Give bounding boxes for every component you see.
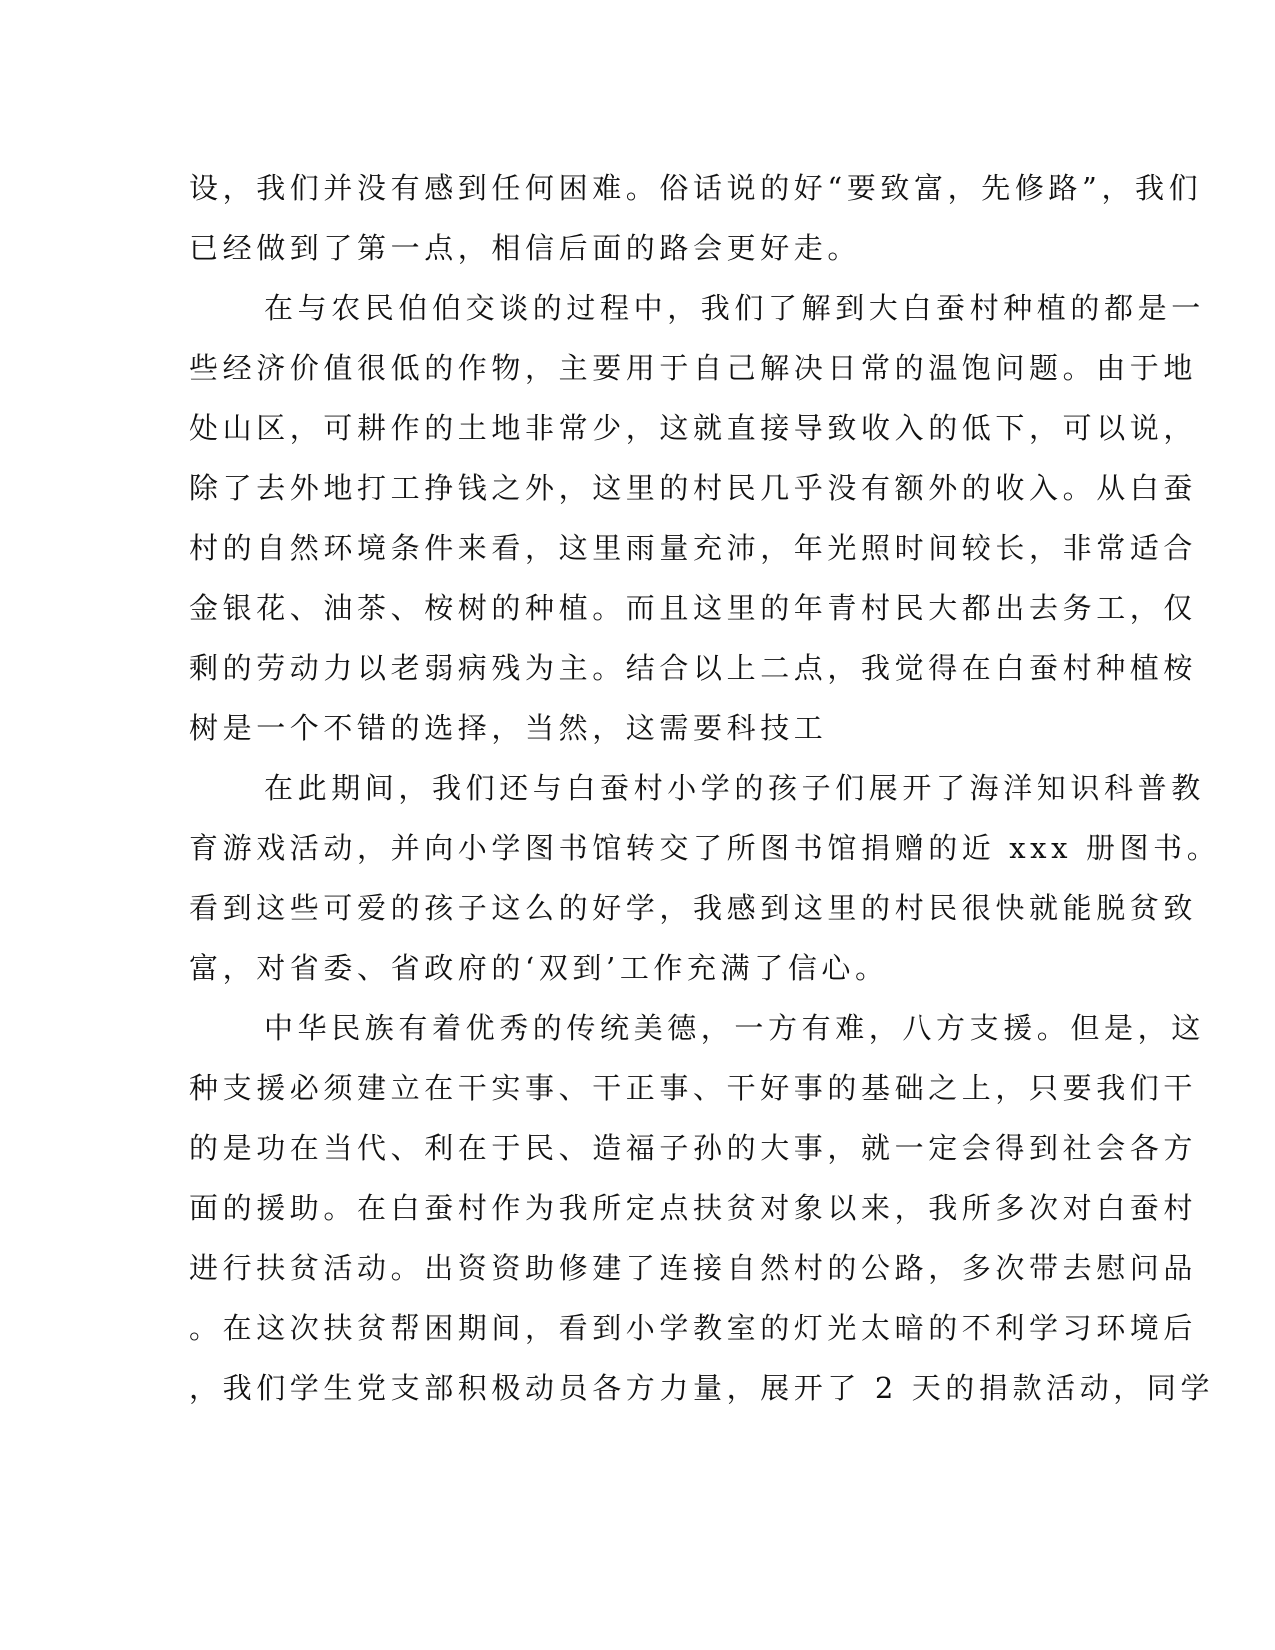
text-line: 看到这些可爱的孩子这么的好学，我感到这里的村民很快就能脱贫致 bbox=[189, 891, 1198, 925]
text-line: 除了去外地打工挣钱之外，这里的村民几乎没有额外的收入。从白蚕 bbox=[189, 471, 1198, 505]
text-line: 些经济价值很低的作物，主要用于自己解决日常的温饱问题。由于地 bbox=[189, 351, 1198, 385]
text-line: 面的援助。在白蚕村作为我所定点扶贫对象以来，我所多次对白蚕村 bbox=[189, 1191, 1198, 1225]
paragraph-first-line: 在此期间，我们还与白蚕村小学的孩子们展开了海洋知识科普教 bbox=[264, 771, 1205, 805]
text-line: 富，对省委、省政府的‘双到’工作充满了信心。 bbox=[189, 951, 889, 985]
text-line: 育游戏活动，并向小学图书馆转交了所图书馆捐赠的近 xxx 册图书。 bbox=[189, 831, 1221, 865]
text-line: 种支援必须建立在干实事、干正事、干好事的基础之上，只要我们干 bbox=[189, 1071, 1198, 1105]
text-line: 树是一个不错的选择，当然，这需要科技工 bbox=[189, 711, 828, 745]
paragraph-first-line: 中华民族有着优秀的传统美德，一方有难，八方支援。但是，这 bbox=[264, 1011, 1205, 1045]
paragraph-first-line: 在与农民伯伯交谈的过程中，我们了解到大白蚕村种植的都是一 bbox=[264, 291, 1205, 325]
text-line: 处山区，可耕作的土地非常少，这就直接导致收入的低下，可以说， bbox=[189, 411, 1198, 445]
text-line: 剩的劳动力以老弱病残为主。结合以上二点，我觉得在白蚕村种植桉 bbox=[189, 651, 1198, 685]
text-line: ，我们学生党支部积极动员各方力量，展开了 2 天的捐款活动，同学 bbox=[189, 1371, 1215, 1405]
document-body bbox=[189, 158, 1221, 1418]
text-line: 村的自然环境条件来看，这里雨量充沛，年光照时间较长，非常适合 bbox=[189, 531, 1198, 565]
text-line: 已经做到了第一点，相信后面的路会更好走。 bbox=[189, 231, 862, 265]
text-line: 。在这次扶贫帮困期间，看到小学教室的灯光太暗的不利学习环境后 bbox=[189, 1311, 1198, 1345]
text-line: 的是功在当代、利在于民、造福子孙的大事，就一定会得到社会各方 bbox=[189, 1131, 1198, 1165]
text-line: 金银花、油茶、桉树的种植。而且这里的年青村民大都出去务工，仅 bbox=[189, 591, 1198, 625]
text-line: 进行扶贫活动。出资资助修建了连接自然村的公路，多次带去慰问品 bbox=[189, 1251, 1198, 1285]
text-line: 设，我们并没有感到任何困难。俗话说的好“要致富，先修路”，我们 bbox=[189, 171, 1203, 205]
